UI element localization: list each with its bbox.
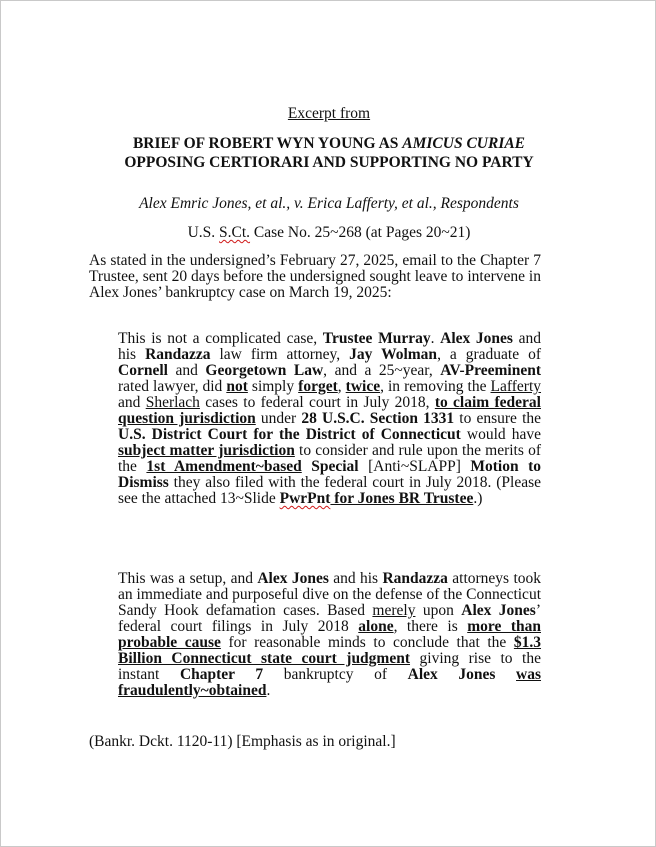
quote-text-run: simply [247, 378, 299, 395]
quote-text-run: under [255, 410, 302, 427]
quote-text-run: Motion to Dismiss [118, 458, 542, 491]
caption-respondent: Erica Lafferty, et al. [307, 195, 433, 212]
quote-text-run [495, 666, 516, 683]
quote-text-run: $1.3 Billion Connecticut state court judgment [118, 634, 542, 667]
quote-text-run: for Jones BR Trustee [330, 490, 474, 507]
quote-text-run: Special [311, 458, 359, 475]
quote-text-run: This was a setup, and [118, 570, 258, 587]
quote-text-run: Chapter 7 [179, 666, 264, 683]
quote-text-run: [Anti~SLAPP] [358, 458, 471, 475]
block-quote-2 [118, 571, 541, 699]
quote-text-run: Trustee Murray [322, 330, 431, 347]
quote-text-run: Alex Jones [440, 330, 513, 347]
quote-text-run: attorneys took an immediate and purposeful dive on the defense of the Connecticut Sandy Hook defamation cases. Based [118, 570, 542, 619]
brief-title [91, 134, 567, 172]
quote-text-run: AV-Preeminent [440, 362, 541, 379]
quote-text-run: alone [358, 618, 394, 635]
case-caption [1, 195, 656, 213]
caption-versus: , v. [286, 195, 308, 212]
quote-text-run: and [118, 394, 146, 411]
title-italic: AMICUS CURIAE [402, 135, 526, 152]
quote-text-run: bankruptcy of [263, 666, 408, 683]
quote-text-run: law firm attorney, [210, 346, 350, 363]
quote-text-run: giving rise to the instant [118, 650, 541, 683]
quote-text-run: .) [473, 490, 483, 507]
quote-text-run: ’ federal court filings in July 2018 [118, 602, 542, 635]
quote-text-run [302, 458, 311, 475]
case-court-abbrev: S.Ct. [219, 224, 251, 241]
quote-text-run: Lafferty [490, 378, 542, 395]
intro-paragraph: As stated in the undersigned’s February 27, 2025, email to the Chapter 7 Trustee, sent 20 days before the undersigned sought leave to intervene in Alex Jones’ bankruptcy case on March 19, 2025: [89, 252, 541, 301]
quote-text-run: Jay Wolman [349, 346, 438, 363]
quote-text-run: Randazza [145, 346, 211, 363]
quote-text-run: upon [415, 602, 462, 619]
title-part-1: BRIEF OF ROBERT WYN YOUNG AS [132, 135, 403, 152]
quote-text-run: to consider and rule upon the merits of the [118, 442, 541, 475]
quote-text-run: and his [328, 570, 383, 587]
quote-text-run: would have [460, 426, 542, 443]
quote-text-run: rated lawyer, did [118, 378, 227, 395]
quote-text-run: twice [345, 378, 381, 395]
block-quote-1 [118, 331, 541, 507]
quote-text-run: , there is [393, 618, 468, 635]
quote-text-run: for reasonable minds to conclude that the [220, 634, 514, 651]
quote-text-run: . [266, 682, 271, 699]
quote-text-run: , [337, 378, 346, 395]
quote-text-run: Georgetown Law [205, 362, 324, 379]
quote-text-run: and his [118, 330, 542, 363]
quote-text-run: forget [298, 378, 338, 395]
quote-text-run: , and a 25~year, [323, 362, 441, 379]
excerpt-label: Excerpt from [287, 105, 371, 122]
quote-text-run: more than probable cause [118, 618, 541, 651]
quote-text-run: Alex Jones [407, 666, 496, 683]
citation: (Bankr. Dckt. 1120-11) [Emphasis as in original.] [89, 733, 396, 750]
quote-text-run: Alex Jones [257, 570, 329, 587]
case-rest: Case No. 25~268 (at Pages 20~21) [250, 224, 471, 241]
quote-text-run: cases to federal court in July 2018, [199, 394, 435, 411]
quote-text-run: Cornell [118, 362, 168, 379]
case-prefix: U.S. [187, 224, 220, 241]
quote-text-run: to ensure the [454, 410, 542, 427]
quote-text-run: This is not a complicated case, [118, 330, 323, 347]
quote-text-run: Alex Jones [461, 602, 536, 619]
caption-suffix: , Respondents [432, 195, 519, 212]
quote-text-run: PwrPnt [279, 490, 331, 507]
quote-text-run: 1st Amendment~based [146, 458, 302, 475]
quote-text-run: was fraudulently~obtained [118, 666, 542, 699]
quote-text-run: . [430, 330, 441, 347]
quote-text-run: subject matter jurisdiction [118, 442, 295, 459]
quote-text-run: and [167, 362, 206, 379]
case-number [1, 224, 656, 242]
quote-text-run: merely [372, 602, 416, 619]
quote-text-run: 28 U.S.C. Section 1331 [301, 410, 455, 427]
quote-text-run: U.S. District Court for the District of Connecticut [118, 426, 461, 443]
caption-petitioner: Alex Emric Jones, et al. [139, 195, 287, 212]
quote-text-run: to claim federal question jurisdiction [118, 394, 541, 427]
quote-text-run: they also filed with the federal court in July 2018. (Please see the attached 13~Slide [118, 474, 541, 507]
quote-text-run: not [226, 378, 248, 395]
quote-text-run: , in removing the [380, 378, 491, 395]
title-part-2: OPPOSING CERTIORARI AND SUPPORTING NO PARTY [124, 154, 534, 171]
quote-text-run: , a graduate of [437, 346, 542, 363]
quote-text-run: Randazza [382, 570, 448, 587]
quote-text-run: Sherlach [145, 394, 200, 411]
